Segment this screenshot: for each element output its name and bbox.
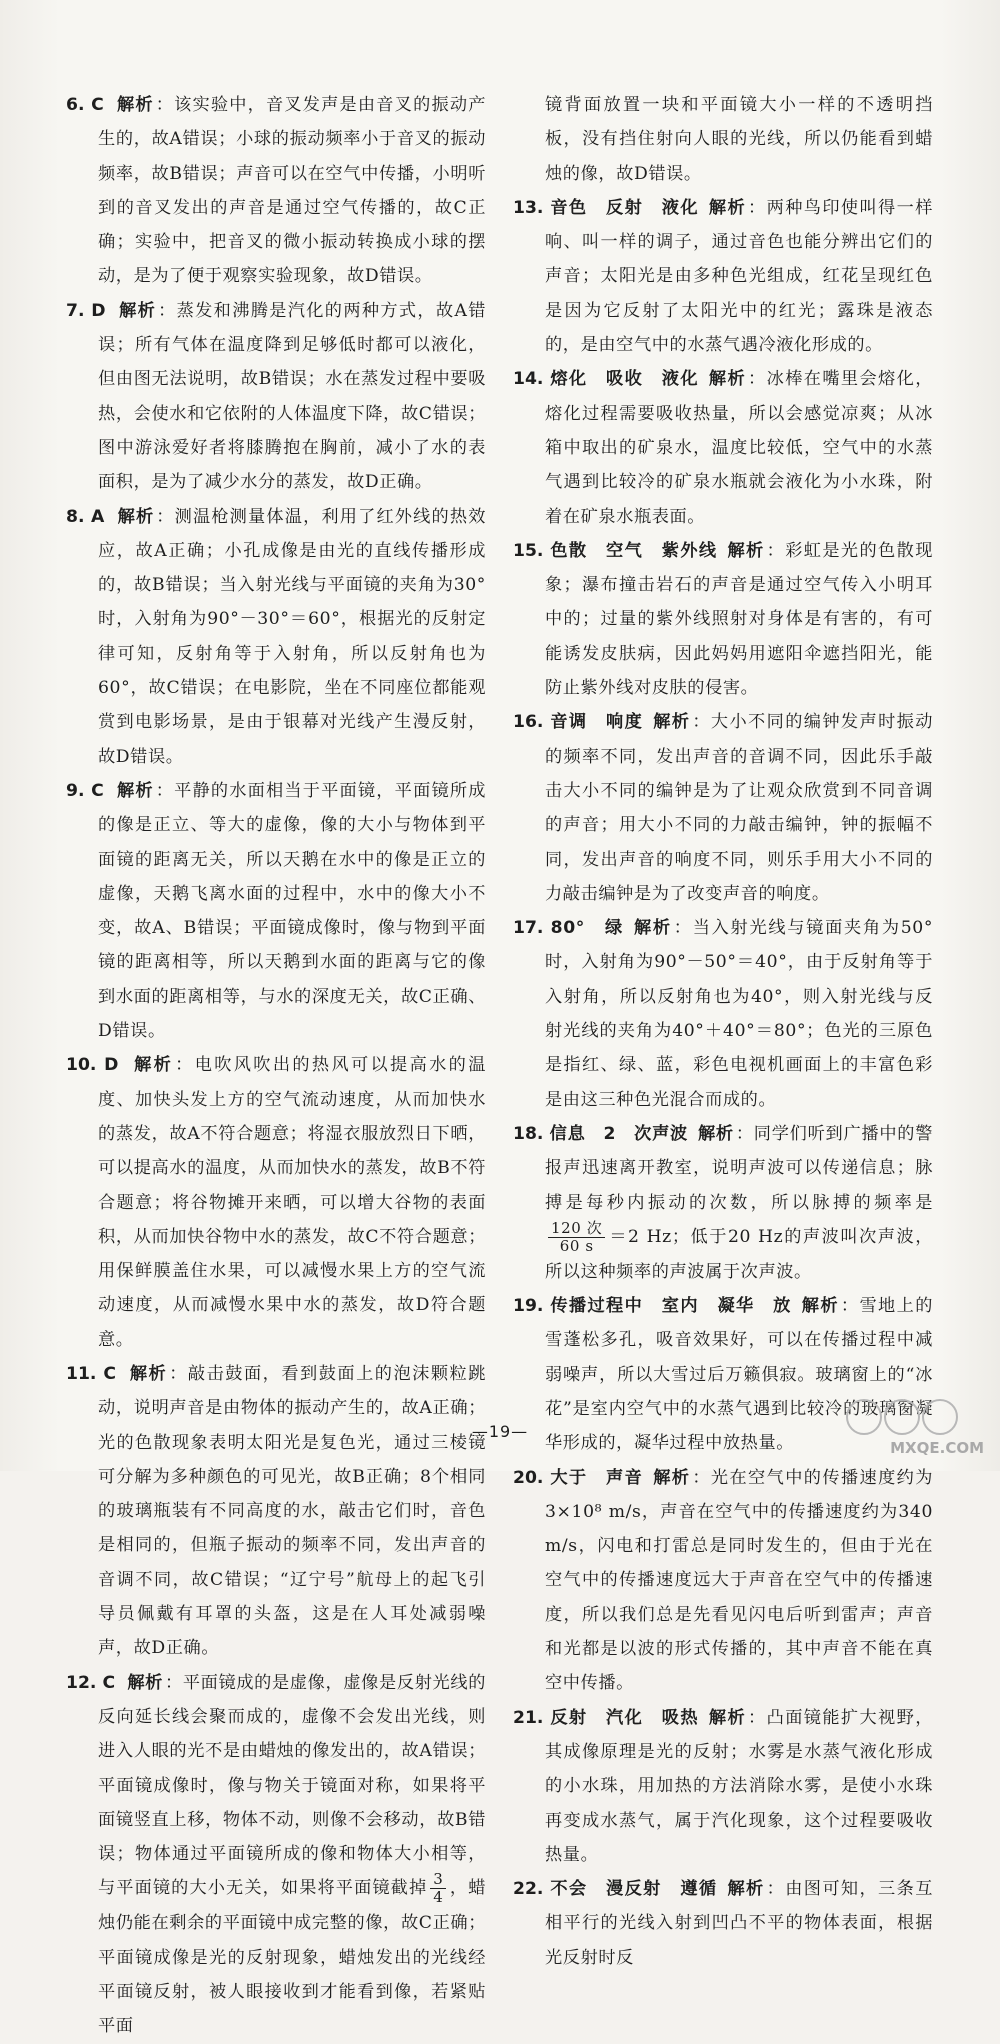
- item-number: 12. C: [66, 1672, 116, 1693]
- analysis-text: ：冰棒在嘴里会熔化，熔化过程需要吸收热量，所以会感觉凉爽；从冰箱中取出的矿泉水，温度比较低，空气中的水蒸气遇到比较冷的矿泉水瓶就会液化为小水珠，附着在矿泉水瓶表面。: [545, 369, 933, 527]
- item-number: 6. C: [66, 95, 104, 115]
- item-number: 16.: [513, 712, 544, 733]
- analysis-label: 解析: [117, 780, 154, 801]
- analysis-text: ：敲击鼓面，看到鼓面上的泡沫颗粒跳动，说明声音是由物体的振动产生的，故A正确；光的色散现象表明太阳光是复色光，通过三棱镜可分解为多种颜色的可见光，故B正确；8个相同的玻璃瓶装有不同高度的水，敲击它们时，音色是相同的，但瓶子振动的频率不同，发出声音的音调不同，故C错误；“辽宁号”航母上的起飞引导员佩戴有耳罩的头盔，这是在人耳处减弱噪声，故D正确。: [98, 1363, 486, 1659]
- item-number: 10. D: [66, 1055, 119, 1076]
- analysis-label: 解析: [708, 369, 747, 390]
- page-number: —19—: [471, 1422, 529, 1441]
- analysis-label: 解析: [653, 712, 691, 733]
- item-number: 22.: [513, 1879, 544, 1900]
- answer-item-22: [513, 1872, 933, 1975]
- answer-text: 不会 漫反射 遵循: [550, 1879, 718, 1900]
- answer-item-15: [513, 534, 933, 705]
- answer-item-12: [66, 1666, 486, 2044]
- watermark-logo: [814, 1397, 984, 1457]
- analysis-text: ：测温枪测量体温，利用了红外线的热效应，故A正确；小孔成像是由光的直线传播形成的，故B错误；当入射光线与平面镜的夹角为30°时，入射角为90°－30°＝60°，根据光的反射定律可知，反射角等于入射角，所以反射角也为60°，故C错误；在电影院，坐在不同座位都能观赏到电影场景，是由于银幕对光线产生漫反射，故D错误。: [98, 506, 486, 767]
- fraction-denominator: 60 s: [559, 1236, 594, 1255]
- fraction: [548, 1220, 605, 1255]
- analysis-text: ：该实验中，音叉发声是由音叉的振动产生的，故A错误；小球的振动频率小于音叉的振动频率，故B错误；声音可以在空气中传播，小明听到的音叉发出的声音是通过空气传播的，故C正确；实验中，把音叉的微小振动转换成小球的摆动，是为了便于观察实验现象，故D错误。: [98, 95, 486, 287]
- fraction-numerator: 120 次: [548, 1220, 605, 1238]
- answer-text: 大于 声音: [550, 1467, 644, 1488]
- analysis-text: ：雪地上的雪蓬松多孔，吸音效果好，可以在传播过程中减弱噪声，所以大雪过后万籁俱寂。玻璃窗上的“冰花”是室内空气中的水蒸气遇到比较冷的玻璃窗凝华形成的，凝华过程中放热量。: [545, 1296, 933, 1454]
- analysis-label: 解析: [697, 1123, 734, 1144]
- answer-item-12-continued: [513, 88, 933, 191]
- answer-item-17: [513, 911, 933, 1117]
- analysis-text: ：两种鸟印使叫得一样响、叫一样的调子，通过音色也能分辨出它们的声音；太阳光是由多种色光组成，红花呈现红色是因为它反射了太阳光中的红光；露珠是液态的，是由空气中的水蒸气遇冷液化形成的。: [545, 197, 933, 356]
- left-column: [66, 88, 486, 2044]
- answer-item-9: [66, 774, 486, 1048]
- analysis-label: 解析: [801, 1296, 839, 1317]
- analysis-text: ：由图可知，三条互相平行的光线入射到凹凸不平的物体表面，根据光反射时反: [545, 1879, 933, 1968]
- analysis-label: 解析: [127, 1672, 163, 1693]
- item-number: 11. C: [66, 1363, 116, 1384]
- answer-item-10: [66, 1048, 486, 1357]
- answer-text: 信息 2 次声波: [549, 1123, 688, 1144]
- item-number: 17.: [513, 918, 544, 939]
- answer-item-14: [513, 362, 933, 533]
- faded-header: [400, 18, 600, 38]
- analysis-label: 解析: [129, 1363, 168, 1384]
- analysis-label: 解析: [117, 506, 155, 527]
- analysis-text: ：平静的水面相当于平面镜，平面镜所成的像是正立、等大的虚像，像的大小与物体到平面镜的距离无关，所以天鹅在水中的像是正立的虚像，天鹅飞离水面的过程中，水中的像大小不变，故A、B错误；平面镜成像时，像与物到平面镜的距离相等，所以天鹅到水面的距离与它的像到水面的距离相等，与水的深度无关，故C正确、D错误。: [98, 780, 486, 1042]
- item-number: 14.: [513, 369, 544, 390]
- answer-item-21: [513, 1701, 933, 1872]
- answer-text: 传播过程中 室内 凝华 放: [550, 1296, 792, 1317]
- right-column: [513, 88, 933, 1975]
- answer-text: 80° 绿: [550, 918, 624, 939]
- item-number: 13.: [513, 197, 544, 218]
- analysis-label: 解析: [708, 197, 747, 218]
- item-number: 21.: [513, 1707, 544, 1728]
- analysis-label: 解析: [727, 540, 765, 561]
- analysis-text: ：同学们听到广播中的警报声迅速离开教室，说明声波可以传递信息；脉搏是每秒内振动的次数，所以脉搏的频率是: [545, 1123, 933, 1213]
- fraction: [430, 1871, 446, 1906]
- analysis-text: ＝2 Hz；低于20 Hz的声波叫次声波，所以这种频率的声波属于次声波。: [545, 1226, 933, 1282]
- analysis-text: ：大小不同的编钟发声时振动的频率不同，发出声音的音调不同，因此乐手敲击大小不同的编钟是为了让观众欣赏到不同音调的声音；用大小不同的力敲击编钟，钟的振幅不同，发出声音的响度不同，则乐手用大小不同的力敲击编钟是为了改变声音的响度。: [545, 712, 933, 904]
- answer-text: 反射 汽化 吸热: [550, 1707, 699, 1728]
- item-number: 20.: [513, 1467, 544, 1488]
- answer-item-20: [513, 1461, 933, 1701]
- item-number: 7. D: [66, 300, 106, 321]
- answer-text: 音调 响度: [550, 712, 644, 733]
- answer-item-8: [66, 500, 486, 774]
- watermark-badge-icon: [844, 1397, 964, 1437]
- analysis-label: 解析: [653, 1467, 691, 1488]
- analysis-label: 解析: [117, 95, 154, 115]
- fraction-numerator: 3: [430, 1871, 446, 1889]
- analysis-label: 解析: [727, 1879, 765, 1900]
- analysis-label: 解析: [119, 300, 157, 321]
- analysis-text: ：光在空气中的传播速度约为3×10⁸ m/s，声音在空气中的传播速度约为340 m/s，闪电和打雷总是同时发生的，但由于光在空气中的传播速度远大于声音在空气中的传播速度，所以我们总是先看见闪电后听到雷声；声音和光都是以波的形式传播的，其中声音不能在真空中传播。: [545, 1467, 933, 1694]
- answer-item-18: [513, 1117, 933, 1289]
- answer-text: 色散 空气 紫外线: [550, 540, 718, 561]
- analysis-text: 镜背面放置一块和平面镜大小一样的不透明挡板，没有挡住射向人眼的光线，所以仍能看到蜡烛的像，故D错误。: [545, 95, 933, 184]
- analysis-label: 解析: [708, 1707, 747, 1728]
- answer-text: 音色 反射 液化: [550, 197, 699, 218]
- analysis-label: 解析: [633, 918, 672, 939]
- analysis-label: 解析: [134, 1055, 174, 1076]
- item-number: 18.: [513, 1123, 544, 1144]
- fraction-denominator: 4: [433, 1888, 444, 1907]
- item-number: 19.: [513, 1296, 544, 1317]
- item-number: 15.: [513, 540, 544, 561]
- analysis-text: ：当入射光线与镜面夹角为50°时，入射角为90°－50°＝40°，由于反射角等于入射角，所以反射角也为40°，则入射光线与反射光线的夹角为40°＋40°＝80°；色光的三原色是指红、绿、蓝，彩色电视机画面上的丰富色彩是由这三种色光混合而成的。: [545, 918, 934, 1110]
- analysis-text: ：彩虹是光的色散现象；瀑布撞击岩石的声音是通过空气传入小明耳中的；过量的紫外线照射对身体是有害的，有可能诱发皮肤病，因此妈妈用遮阳伞遮挡阳光，能防止紫外线对皮肤的侵害。: [545, 540, 933, 699]
- analysis-text: ，蜡烛仍能在剩余的平面镜中成完整的像，故C正确；平面镜成像是光的反射现象，蜡烛发出的光线经平面镜反射，被人眼接收到才能看到像，若紧贴平面: [98, 1878, 486, 2037]
- answer-item-16: [513, 705, 933, 911]
- answer-text: 熔化 吸收 液化: [550, 369, 699, 390]
- analysis-text: ：电吹风吹出的热风可以提高水的温度、加快头发上方的空气流动速度，从而加快水的蒸发，故A不符合题意；将湿衣服放烈日下晒，可以提高水的温度，从而加快水的蒸发，故B不符合题意；将谷物摊开来晒，可以增大谷物的表面积，从而加快谷物中水的蒸发，故C不符合题意；用保鲜膜盖住水果，可以减慢水果上方的空气流动速度，从而减慢水果中水的蒸发，故D符合题意。: [98, 1055, 486, 1350]
- answer-item-11: [66, 1357, 486, 1666]
- analysis-text: ：平面镜成的是虚像，虚像是反射光线的反向延长线会聚而成的，虚像不会发出光线，则进入人眼的光不是由蜡烛的像发出的，故A错误；平面镜成像时，像与物关于镜面对称，如果将平面镜竖直上移，物体不动，则像不会移动，故B错误；物体通过平面镜所成的像和物体大小相等，与平面镜的大小无关，如果将平面镜截掉: [98, 1672, 486, 1899]
- watermark-text: MXQE.COM: [890, 1439, 984, 1457]
- item-number: 9. C: [66, 780, 104, 801]
- answer-item-7: [66, 294, 486, 500]
- answer-item-6: [66, 88, 486, 294]
- analysis-text: ：凸面镜能扩大视野，其成像原理是光的反射；水雾是水蒸气液化形成的小水珠，用加热的方法消除水雾，是使小水珠再变成水蒸气，属于汽化现象，这个过程要吸收热量。: [545, 1707, 933, 1865]
- answer-item-13: [513, 191, 933, 362]
- analysis-text: ：蒸发和沸腾是汽化的两种方式，故A错误；所有气体在温度降到足够低时都可以液化，但由图无法说明，故B错误；水在蒸发过程中要吸热，会使水和它依附的人体温度下降，故C错误；图中游泳爱好者将膝腾抱在胸前，减小了水的表面积，是为了减少水分的蒸发，故D正确。: [98, 300, 486, 493]
- item-number: 8. A: [66, 506, 105, 527]
